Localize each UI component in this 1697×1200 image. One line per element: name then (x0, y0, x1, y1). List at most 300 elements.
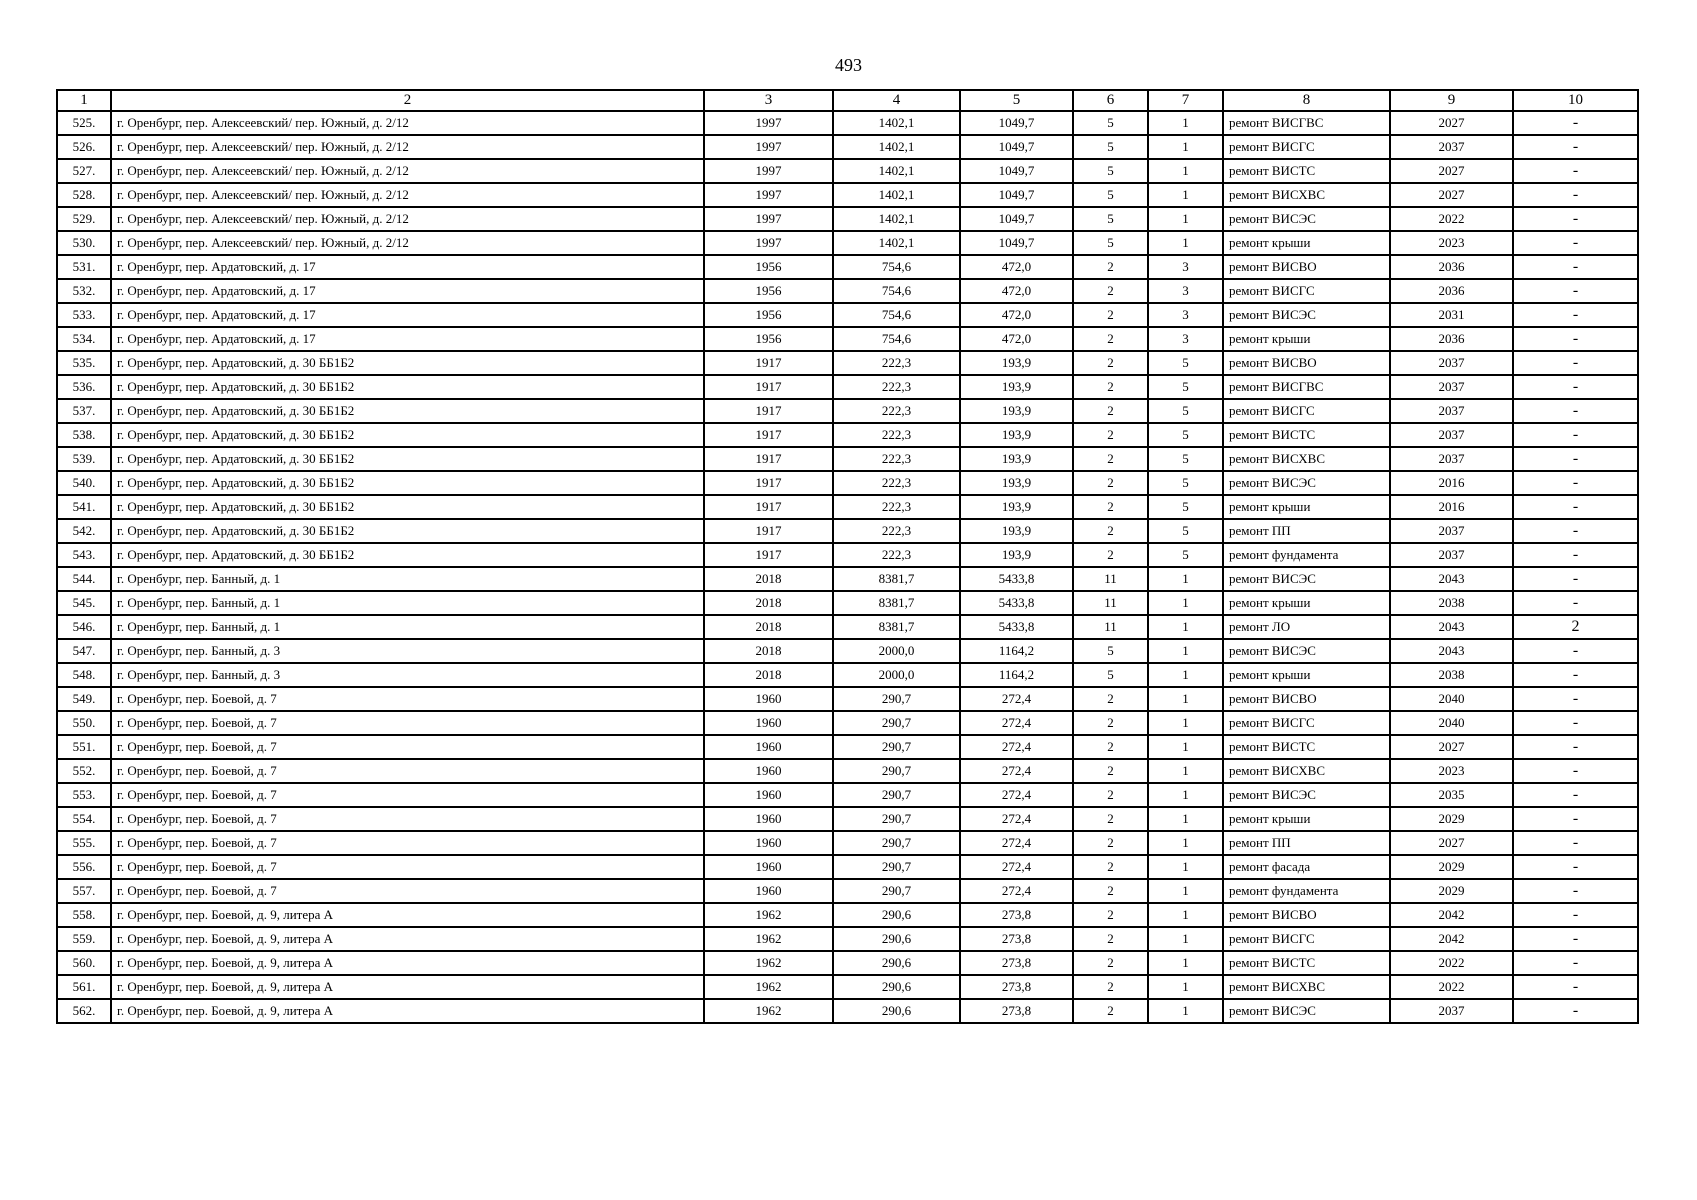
table-row (57, 783, 1638, 807)
cell-entrances: 1 (1148, 183, 1223, 207)
cell-floors: 2 (1073, 255, 1148, 279)
cell-planned-year: 2031 (1390, 303, 1513, 327)
cell-living-area: 273,8 (960, 999, 1073, 1023)
cell-col-10-value: - (1513, 375, 1638, 399)
table-row (57, 399, 1638, 423)
cell-floors: 2 (1073, 759, 1148, 783)
cell-total-area: 290,7 (833, 783, 960, 807)
cell-living-area: 1049,7 (960, 231, 1073, 255)
table-row (57, 183, 1638, 207)
cell-address: г. Оренбург, пер. Ардатовский, д. 30 ББ1Б2 (111, 423, 704, 447)
cell-entrances: 5 (1148, 375, 1223, 399)
cell-total-area: 290,6 (833, 951, 960, 975)
cell-entrances: 5 (1148, 471, 1223, 495)
cell-col-10-value: - (1513, 399, 1638, 423)
cell-planned-year: 2027 (1390, 159, 1513, 183)
cell-work-type: ремонт крыши (1223, 807, 1390, 831)
column-header-10: 10 (1513, 90, 1638, 111)
cell-row-number: 528. (57, 183, 111, 207)
cell-year-built: 2018 (704, 567, 833, 591)
cell-living-area: 193,9 (960, 543, 1073, 567)
cell-col-10-value: - (1513, 783, 1638, 807)
cell-living-area: 472,0 (960, 303, 1073, 327)
cell-col-10-value: 2 (1513, 615, 1638, 639)
cell-total-area: 222,3 (833, 519, 960, 543)
cell-address: г. Оренбург, пер. Боевой, д. 7 (111, 735, 704, 759)
cell-living-area: 272,4 (960, 735, 1073, 759)
cell-planned-year: 2029 (1390, 855, 1513, 879)
cell-total-area: 754,6 (833, 303, 960, 327)
cell-living-area: 272,4 (960, 711, 1073, 735)
cell-floors: 2 (1073, 327, 1148, 351)
cell-living-area: 193,9 (960, 351, 1073, 375)
column-header-1: 1 (57, 90, 111, 111)
cell-year-built: 1917 (704, 375, 833, 399)
cell-planned-year: 2029 (1390, 807, 1513, 831)
cell-entrances: 1 (1148, 711, 1223, 735)
cell-entrances: 1 (1148, 663, 1223, 687)
cell-floors: 2 (1073, 855, 1148, 879)
cell-floors: 2 (1073, 351, 1148, 375)
cell-living-area: 273,8 (960, 927, 1073, 951)
cell-work-type: ремонт ВИСЭС (1223, 567, 1390, 591)
cell-address: г. Оренбург, пер. Ардатовский, д. 30 ББ1Б2 (111, 399, 704, 423)
cell-planned-year: 2037 (1390, 135, 1513, 159)
cell-planned-year: 2027 (1390, 735, 1513, 759)
cell-total-area: 290,6 (833, 903, 960, 927)
cell-work-type: ремонт ВИСГС (1223, 279, 1390, 303)
cell-year-built: 1917 (704, 423, 833, 447)
cell-total-area: 290,7 (833, 687, 960, 711)
cell-planned-year: 2027 (1390, 183, 1513, 207)
cell-address: г. Оренбург, пер. Ардатовский, д. 30 ББ1Б2 (111, 543, 704, 567)
cell-work-type: ремонт ВИСТС (1223, 951, 1390, 975)
cell-entrances: 1 (1148, 855, 1223, 879)
cell-year-built: 1997 (704, 111, 833, 135)
cell-living-area: 1049,7 (960, 159, 1073, 183)
table-row (57, 495, 1638, 519)
cell-year-built: 1962 (704, 927, 833, 951)
cell-living-area: 273,8 (960, 903, 1073, 927)
cell-total-area: 222,3 (833, 495, 960, 519)
cell-col-10-value: - (1513, 903, 1638, 927)
cell-row-number: 548. (57, 663, 111, 687)
cell-row-number: 556. (57, 855, 111, 879)
cell-year-built: 1960 (704, 759, 833, 783)
table-row (57, 927, 1638, 951)
cell-row-number: 533. (57, 303, 111, 327)
cell-entrances: 1 (1148, 135, 1223, 159)
cell-work-type: ремонт ВИСЭС (1223, 639, 1390, 663)
cell-col-10-value: - (1513, 231, 1638, 255)
table-row (57, 591, 1638, 615)
cell-entrances: 1 (1148, 903, 1223, 927)
table-row (57, 855, 1638, 879)
table-row (57, 687, 1638, 711)
cell-total-area: 290,7 (833, 879, 960, 903)
table-row (57, 951, 1638, 975)
cell-address: г. Оренбург, пер. Алексеевский/ пер. Южный, д. 2/12 (111, 111, 704, 135)
cell-work-type: ремонт ВИСТС (1223, 423, 1390, 447)
cell-row-number: 560. (57, 951, 111, 975)
cell-planned-year: 2027 (1390, 831, 1513, 855)
cell-col-10-value: - (1513, 159, 1638, 183)
cell-work-type: ремонт ВИСЭС (1223, 999, 1390, 1023)
cell-row-number: 545. (57, 591, 111, 615)
column-header-8: 8 (1223, 90, 1390, 111)
cell-planned-year: 2043 (1390, 615, 1513, 639)
table-row (57, 999, 1638, 1023)
cell-planned-year: 2016 (1390, 471, 1513, 495)
cell-work-type: ремонт ВИСХВС (1223, 759, 1390, 783)
cell-year-built: 1956 (704, 255, 833, 279)
cell-year-built: 1960 (704, 855, 833, 879)
table-row (57, 711, 1638, 735)
cell-col-10-value: - (1513, 711, 1638, 735)
cell-floors: 5 (1073, 111, 1148, 135)
table-row (57, 327, 1638, 351)
cell-floors: 2 (1073, 471, 1148, 495)
cell-col-10-value: - (1513, 879, 1638, 903)
cell-row-number: 539. (57, 447, 111, 471)
cell-planned-year: 2023 (1390, 231, 1513, 255)
cell-floors: 2 (1073, 735, 1148, 759)
cell-row-number: 525. (57, 111, 111, 135)
cell-planned-year: 2036 (1390, 327, 1513, 351)
cell-address: г. Оренбург, пер. Алексеевский/ пер. Южный, д. 2/12 (111, 207, 704, 231)
table-row (57, 519, 1638, 543)
cell-planned-year: 2043 (1390, 567, 1513, 591)
cell-entrances: 3 (1148, 255, 1223, 279)
cell-entrances: 1 (1148, 159, 1223, 183)
column-header-7: 7 (1148, 90, 1223, 111)
table-row (57, 567, 1638, 591)
cell-floors: 2 (1073, 879, 1148, 903)
cell-col-10-value: - (1513, 759, 1638, 783)
cell-floors: 2 (1073, 927, 1148, 951)
cell-row-number: 561. (57, 975, 111, 999)
cell-col-10-value: - (1513, 135, 1638, 159)
cell-floors: 2 (1073, 375, 1148, 399)
cell-year-built: 1962 (704, 903, 833, 927)
cell-planned-year: 2037 (1390, 519, 1513, 543)
cell-row-number: 530. (57, 231, 111, 255)
cell-floors: 2 (1073, 999, 1148, 1023)
cell-work-type: ремонт ВИСЭС (1223, 303, 1390, 327)
cell-address: г. Оренбург, пер. Алексеевский/ пер. Южный, д. 2/12 (111, 159, 704, 183)
cell-total-area: 290,7 (833, 855, 960, 879)
cell-work-type: ремонт ВИСХВС (1223, 975, 1390, 999)
cell-work-type: ремонт ВИСГС (1223, 135, 1390, 159)
cell-entrances: 1 (1148, 591, 1223, 615)
cell-year-built: 2018 (704, 663, 833, 687)
cell-planned-year: 2037 (1390, 399, 1513, 423)
cell-entrances: 1 (1148, 231, 1223, 255)
cell-planned-year: 2016 (1390, 495, 1513, 519)
table-row (57, 879, 1638, 903)
capital-repair-table (56, 89, 1639, 1024)
cell-col-10-value: - (1513, 423, 1638, 447)
cell-living-area: 272,4 (960, 759, 1073, 783)
cell-row-number: 537. (57, 399, 111, 423)
table-row (57, 255, 1638, 279)
cell-entrances: 3 (1148, 327, 1223, 351)
cell-address: г. Оренбург, пер. Боевой, д. 7 (111, 783, 704, 807)
cell-row-number: 562. (57, 999, 111, 1023)
cell-year-built: 1956 (704, 279, 833, 303)
cell-address: г. Оренбург, пер. Банный, д. 3 (111, 663, 704, 687)
cell-work-type: ремонт ВИСГС (1223, 399, 1390, 423)
cell-address: г. Оренбург, пер. Боевой, д. 7 (111, 711, 704, 735)
page-number: 493 (835, 55, 862, 75)
cell-floors: 2 (1073, 423, 1148, 447)
cell-living-area: 472,0 (960, 255, 1073, 279)
cell-planned-year: 2037 (1390, 375, 1513, 399)
cell-planned-year: 2037 (1390, 351, 1513, 375)
cell-total-area: 1402,1 (833, 231, 960, 255)
cell-planned-year: 2038 (1390, 591, 1513, 615)
cell-row-number: 555. (57, 831, 111, 855)
cell-address: г. Оренбург, пер. Банный, д. 1 (111, 567, 704, 591)
cell-floors: 2 (1073, 687, 1148, 711)
cell-total-area: 754,6 (833, 255, 960, 279)
cell-address: г. Оренбург, пер. Боевой, д. 9, литера А (111, 999, 704, 1023)
cell-row-number: 529. (57, 207, 111, 231)
cell-floors: 2 (1073, 543, 1148, 567)
cell-year-built: 1960 (704, 687, 833, 711)
cell-entrances: 5 (1148, 543, 1223, 567)
cell-address: г. Оренбург, пер. Ардатовский, д. 30 ББ1Б2 (111, 351, 704, 375)
cell-floors: 2 (1073, 279, 1148, 303)
cell-total-area: 8381,7 (833, 567, 960, 591)
cell-entrances: 1 (1148, 759, 1223, 783)
cell-planned-year: 2040 (1390, 711, 1513, 735)
cell-living-area: 272,4 (960, 807, 1073, 831)
cell-address: г. Оренбург, пер. Ардатовский, д. 30 ББ1Б2 (111, 495, 704, 519)
cell-planned-year: 2035 (1390, 783, 1513, 807)
cell-total-area: 290,7 (833, 735, 960, 759)
cell-total-area: 2000,0 (833, 639, 960, 663)
cell-col-10-value: - (1513, 807, 1638, 831)
cell-col-10-value: - (1513, 567, 1638, 591)
cell-total-area: 1402,1 (833, 111, 960, 135)
cell-living-area: 193,9 (960, 495, 1073, 519)
cell-total-area: 290,6 (833, 927, 960, 951)
cell-row-number: 551. (57, 735, 111, 759)
cell-row-number: 542. (57, 519, 111, 543)
cell-year-built: 1960 (704, 879, 833, 903)
cell-col-10-value: - (1513, 975, 1638, 999)
cell-address: г. Оренбург, пер. Ардатовский, д. 30 ББ1Б2 (111, 447, 704, 471)
cell-work-type: ремонт ВИСГВС (1223, 375, 1390, 399)
cell-floors: 11 (1073, 591, 1148, 615)
cell-year-built: 1960 (704, 735, 833, 759)
cell-year-built: 1997 (704, 207, 833, 231)
cell-floors: 2 (1073, 831, 1148, 855)
table-row (57, 807, 1638, 831)
cell-living-area: 193,9 (960, 447, 1073, 471)
cell-floors: 5 (1073, 183, 1148, 207)
cell-entrances: 3 (1148, 279, 1223, 303)
cell-work-type: ремонт крыши (1223, 231, 1390, 255)
column-header-4: 4 (833, 90, 960, 111)
cell-entrances: 1 (1148, 975, 1223, 999)
cell-living-area: 472,0 (960, 279, 1073, 303)
cell-living-area: 1049,7 (960, 183, 1073, 207)
table-row (57, 639, 1638, 663)
cell-entrances: 1 (1148, 735, 1223, 759)
cell-entrances: 1 (1148, 639, 1223, 663)
cell-total-area: 222,3 (833, 375, 960, 399)
cell-total-area: 290,7 (833, 759, 960, 783)
cell-total-area: 222,3 (833, 423, 960, 447)
cell-address: г. Оренбург, пер. Банный, д. 1 (111, 591, 704, 615)
cell-planned-year: 2022 (1390, 207, 1513, 231)
cell-year-built: 1917 (704, 447, 833, 471)
cell-address: г. Оренбург, пер. Ардатовский, д. 17 (111, 327, 704, 351)
cell-work-type: ремонт крыши (1223, 327, 1390, 351)
cell-total-area: 290,6 (833, 975, 960, 999)
cell-floors: 2 (1073, 447, 1148, 471)
cell-year-built: 1997 (704, 231, 833, 255)
cell-planned-year: 2037 (1390, 999, 1513, 1023)
cell-planned-year: 2038 (1390, 663, 1513, 687)
cell-entrances: 1 (1148, 111, 1223, 135)
cell-address: г. Оренбург, пер. Банный, д. 3 (111, 639, 704, 663)
cell-entrances: 1 (1148, 615, 1223, 639)
cell-col-10-value: - (1513, 207, 1638, 231)
cell-work-type: ремонт ВИСВО (1223, 351, 1390, 375)
cell-work-type: ремонт ВИСГС (1223, 711, 1390, 735)
cell-work-type: ремонт крыши (1223, 495, 1390, 519)
cell-work-type: ремонт фасада (1223, 855, 1390, 879)
cell-entrances: 1 (1148, 999, 1223, 1023)
cell-year-built: 1962 (704, 999, 833, 1023)
table-body (57, 111, 1638, 1023)
cell-entrances: 5 (1148, 423, 1223, 447)
cell-row-number: 544. (57, 567, 111, 591)
column-header-5: 5 (960, 90, 1073, 111)
cell-year-built: 1917 (704, 495, 833, 519)
cell-address: г. Оренбург, пер. Боевой, д. 9, литера А (111, 951, 704, 975)
cell-year-built: 2018 (704, 615, 833, 639)
cell-work-type: ремонт ВИСВО (1223, 687, 1390, 711)
cell-row-number: 532. (57, 279, 111, 303)
cell-col-10-value: - (1513, 999, 1638, 1023)
cell-work-type: ремонт ВИСТС (1223, 159, 1390, 183)
cell-total-area: 290,7 (833, 711, 960, 735)
cell-address: г. Оренбург, пер. Боевой, д. 7 (111, 759, 704, 783)
cell-year-built: 1962 (704, 975, 833, 999)
cell-floors: 5 (1073, 231, 1148, 255)
cell-col-10-value: - (1513, 183, 1638, 207)
cell-floors: 2 (1073, 807, 1148, 831)
cell-work-type: ремонт ВИСЭС (1223, 471, 1390, 495)
cell-col-10-value: - (1513, 927, 1638, 951)
cell-total-area: 1402,1 (833, 183, 960, 207)
cell-total-area: 222,3 (833, 471, 960, 495)
cell-year-built: 1997 (704, 135, 833, 159)
cell-year-built: 1960 (704, 783, 833, 807)
cell-work-type: ремонт фундамента (1223, 543, 1390, 567)
cell-work-type: ремонт крыши (1223, 591, 1390, 615)
cell-total-area: 1402,1 (833, 159, 960, 183)
cell-floors: 2 (1073, 519, 1148, 543)
cell-planned-year: 2023 (1390, 759, 1513, 783)
cell-address: г. Оренбург, пер. Боевой, д. 7 (111, 831, 704, 855)
cell-address: г. Оренбург, пер. Боевой, д. 7 (111, 687, 704, 711)
table-row (57, 159, 1638, 183)
cell-row-number: 554. (57, 807, 111, 831)
cell-total-area: 754,6 (833, 279, 960, 303)
cell-address: г. Оренбург, пер. Ардатовский, д. 30 ББ1Б2 (111, 375, 704, 399)
cell-floors: 5 (1073, 663, 1148, 687)
table-row (57, 759, 1638, 783)
cell-year-built: 1960 (704, 831, 833, 855)
cell-work-type: ремонт ВИСВО (1223, 255, 1390, 279)
cell-living-area: 273,8 (960, 951, 1073, 975)
table-row (57, 135, 1638, 159)
cell-living-area: 193,9 (960, 375, 1073, 399)
cell-work-type: ремонт ВИСХВС (1223, 447, 1390, 471)
cell-row-number: 559. (57, 927, 111, 951)
cell-year-built: 2018 (704, 639, 833, 663)
cell-planned-year: 2036 (1390, 279, 1513, 303)
cell-work-type: ремонт ПП (1223, 831, 1390, 855)
table-row (57, 663, 1638, 687)
cell-address: г. Оренбург, пер. Ардатовский, д. 30 ББ1Б2 (111, 519, 704, 543)
table-row (57, 615, 1638, 639)
cell-planned-year: 2040 (1390, 687, 1513, 711)
cell-year-built: 1997 (704, 183, 833, 207)
cell-living-area: 5433,8 (960, 591, 1073, 615)
cell-floors: 2 (1073, 495, 1148, 519)
cell-living-area: 193,9 (960, 471, 1073, 495)
cell-address: г. Оренбург, пер. Алексеевский/ пер. Южный, д. 2/12 (111, 231, 704, 255)
cell-year-built: 1917 (704, 471, 833, 495)
table-row (57, 903, 1638, 927)
cell-address: г. Оренбург, пер. Банный, д. 1 (111, 615, 704, 639)
table-row (57, 231, 1638, 255)
cell-col-10-value: - (1513, 855, 1638, 879)
cell-address: г. Оренбург, пер. Боевой, д. 9, литера А (111, 975, 704, 999)
cell-entrances: 1 (1148, 951, 1223, 975)
cell-col-10-value: - (1513, 831, 1638, 855)
cell-address: г. Оренбург, пер. Алексеевский/ пер. Южный, д. 2/12 (111, 183, 704, 207)
cell-floors: 11 (1073, 615, 1148, 639)
cell-floors: 2 (1073, 711, 1148, 735)
cell-row-number: 543. (57, 543, 111, 567)
cell-planned-year: 2036 (1390, 255, 1513, 279)
cell-col-10-value: - (1513, 735, 1638, 759)
cell-living-area: 193,9 (960, 399, 1073, 423)
cell-planned-year: 2037 (1390, 447, 1513, 471)
column-header-9: 9 (1390, 90, 1513, 111)
cell-row-number: 553. (57, 783, 111, 807)
cell-total-area: 1402,1 (833, 135, 960, 159)
cell-planned-year: 2042 (1390, 927, 1513, 951)
cell-living-area: 272,4 (960, 831, 1073, 855)
cell-entrances: 1 (1148, 927, 1223, 951)
cell-total-area: 1402,1 (833, 207, 960, 231)
cell-col-10-value: - (1513, 951, 1638, 975)
table-row (57, 279, 1638, 303)
cell-floors: 5 (1073, 135, 1148, 159)
cell-year-built: 1997 (704, 159, 833, 183)
cell-living-area: 272,4 (960, 855, 1073, 879)
cell-col-10-value: - (1513, 255, 1638, 279)
cell-living-area: 272,4 (960, 783, 1073, 807)
